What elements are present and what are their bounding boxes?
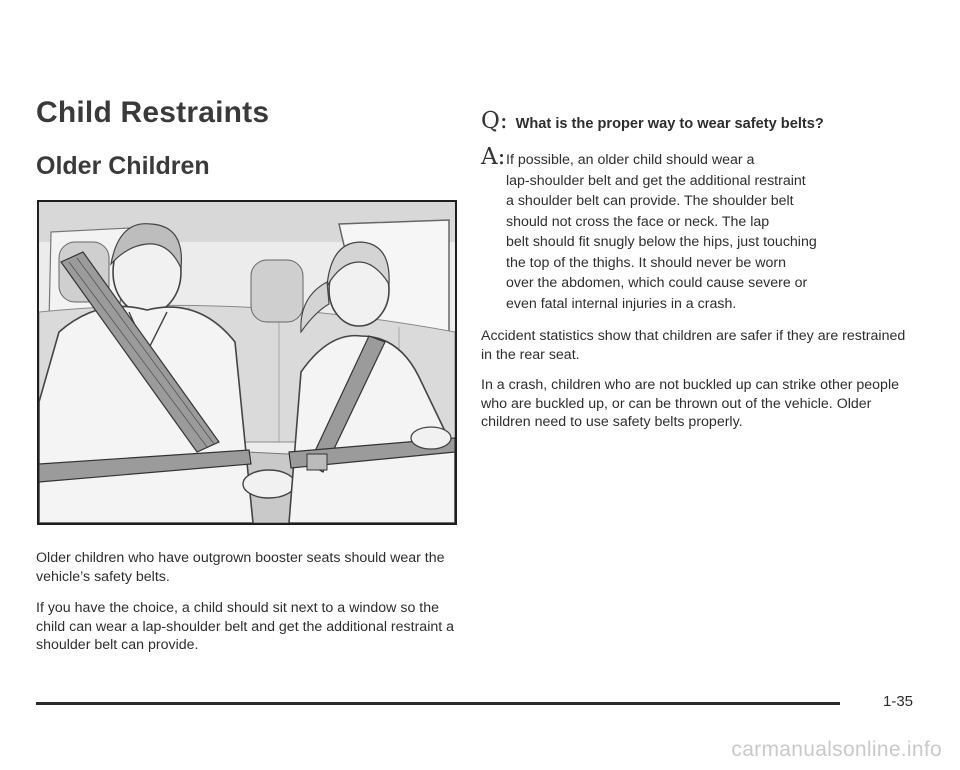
answer-line: over the abdomen, which could cause severe or <box>506 275 808 291</box>
answer-line: If possible, an older child should wear a <box>506 152 755 168</box>
children-seatbelt-illustration <box>37 200 457 525</box>
answer-line: should not cross the face or neck. The lap <box>506 213 770 230</box>
right-paragraph-1: Accident statistics show that children are safer if they are restrained in the rear seat. <box>481 328 906 363</box>
right-paragraph-2: In a crash, children who are not buckled up can strike other people who are buckled up, or can be thrown out of the vehicle. Older children need to use safety belts properly. <box>481 377 899 430</box>
answer-line: a shoulder belt can provide. The shoulder belt <box>506 193 794 209</box>
answer-line: the top of the thighs. It should never be worn <box>506 254 786 271</box>
answer-text <box>506 150 921 314</box>
left-paragraph-2: If you have the choice, a child should sit next to a window so the child can wear a lap-shoulder belt and get the additional restraint a shoulder belt can provide. <box>36 600 455 653</box>
question-marker: Q: <box>481 108 508 134</box>
answer-line: belt should fit snugly below the hips, just touching <box>506 234 817 250</box>
answer-block <box>481 144 921 314</box>
answer-line: lap-shoulder belt and get the additional restraint <box>506 172 806 189</box>
footer-rule <box>36 702 840 705</box>
answer-line: even fatal internal injuries in a crash. <box>506 295 737 312</box>
answer-marker: A: <box>481 144 506 170</box>
section-subheading: Older Children <box>36 152 210 180</box>
page-number: 1-35 <box>883 693 914 710</box>
site-watermark[interactable]: carmanualsonline.info <box>731 738 942 761</box>
left-paragraph-1: Older children who have outgrown booster seats should wear the vehicle’s safety belts. <box>36 550 445 585</box>
page-heading: Child Restraints <box>36 96 270 129</box>
question-row <box>481 108 824 134</box>
question-text: What is the proper way to wear safety belts? <box>515 116 824 132</box>
